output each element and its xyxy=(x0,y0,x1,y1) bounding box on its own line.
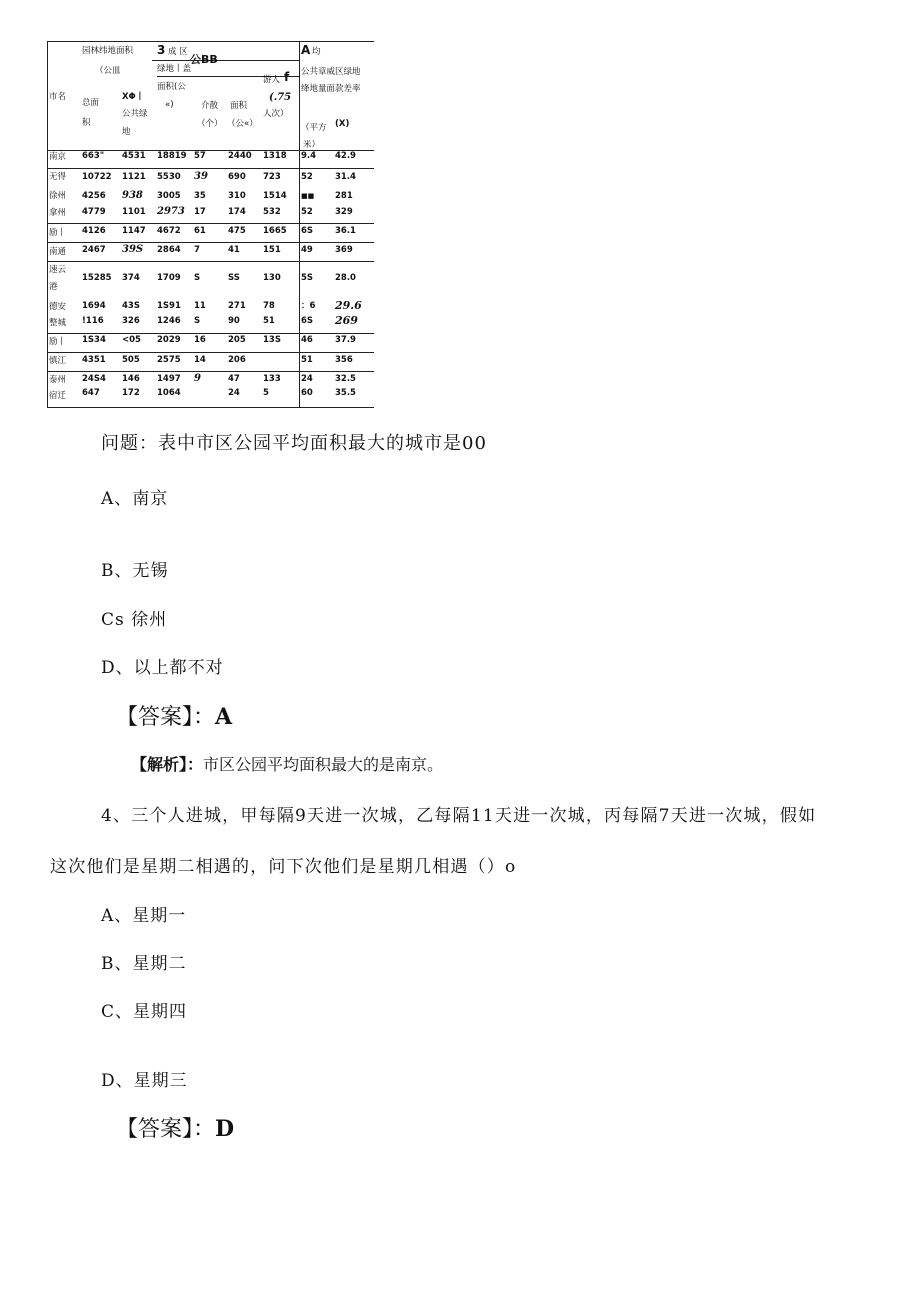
q4-option-c: C、星期四 xyxy=(101,1002,188,1022)
cell-value: 205 xyxy=(228,335,246,345)
cell-value: ■■ xyxy=(301,192,315,200)
cell-value: 2467 xyxy=(82,245,106,255)
header-park-bb: 公BB xyxy=(190,53,218,66)
cell-value: 5530 xyxy=(157,172,181,182)
cell-city: 南京 xyxy=(49,152,67,162)
cell-value: 9 xyxy=(194,373,201,384)
cell-value: 24S4 xyxy=(82,374,106,384)
cell-value: 51 xyxy=(263,316,275,326)
cell-city: 无得 xyxy=(49,172,67,182)
cell-value: 1101 xyxy=(122,207,146,217)
cell-value: 174 xyxy=(228,207,246,217)
cell-value: ：6 xyxy=(301,301,316,311)
cell-value: 2973 xyxy=(157,206,185,217)
header-total-area: 总面 xyxy=(82,98,100,108)
row-line xyxy=(47,261,374,262)
header-visitors-f: f xyxy=(284,70,290,84)
cell-value: 1694 xyxy=(82,301,106,311)
row-line xyxy=(47,223,374,224)
header-avg-f: 米） xyxy=(303,140,321,150)
cell-value: 1665 xyxy=(263,226,287,236)
cell-value: 5 xyxy=(263,388,269,398)
q3-answer-value: A xyxy=(215,704,233,730)
header-total-area-2: 积 xyxy=(82,118,91,128)
cell-value: 133 xyxy=(263,374,281,384)
cell-value: 329 xyxy=(335,207,353,217)
cell-value: !116 xyxy=(82,316,104,326)
cell-value: 18819 xyxy=(157,151,187,161)
header-park-unit: （公皿 xyxy=(95,66,121,76)
cell-city: 慎江 xyxy=(49,356,67,366)
cell-value: 663" xyxy=(82,151,105,161)
cell-value: 2029 xyxy=(157,335,181,345)
header-built-cover: 绿地丨盖 xyxy=(157,64,192,74)
cell-value: 5S xyxy=(301,273,314,283)
cell-value: 29.6 xyxy=(335,299,362,312)
cell-city-2: 港 xyxy=(49,282,58,292)
header-public-green-2: 地 xyxy=(122,127,131,137)
table-bottom-border xyxy=(47,407,374,408)
cell-value: 78 xyxy=(263,301,275,311)
cell-value: 51 xyxy=(301,355,313,365)
q3-answer xyxy=(116,700,232,731)
cell-value: 2440 xyxy=(228,151,252,161)
cell-value: 1121 xyxy=(122,172,146,182)
cell-city: 速云 xyxy=(49,265,67,275)
header-public-green: 公共绿 xyxy=(122,109,148,119)
cell-value: 60 xyxy=(301,388,313,398)
header-park-count-unit: （个） xyxy=(197,119,223,129)
cell-value: 532 xyxy=(263,207,281,217)
cell-value: 14 xyxy=(194,355,206,365)
cell-value: 9.4 xyxy=(301,151,317,161)
cell-value: 43S xyxy=(122,301,140,311)
header-avg-e: （平方 xyxy=(301,123,327,133)
cell-value: 269 xyxy=(335,314,358,327)
green-space-table xyxy=(47,41,374,408)
cell-value: 52 xyxy=(301,172,313,182)
header-built-3: 3 xyxy=(157,43,166,57)
cell-value: 723 xyxy=(263,172,281,182)
cell-value: 146 xyxy=(122,374,140,384)
cell-value: 1064 xyxy=(157,388,181,398)
q3-analysis-text: 市区公园平均面积最大的是南京。 xyxy=(203,755,444,774)
header-visitors-unit: 人次） xyxy=(263,109,289,119)
q4-option-b: B、星期二 xyxy=(101,954,187,974)
cell-value: 206 xyxy=(228,355,246,365)
cell-value: 130 xyxy=(263,273,281,283)
cell-value: 1S91 xyxy=(157,301,181,311)
q4-answer-label: 【答案】： xyxy=(116,1117,216,1142)
cell-value: 4126 xyxy=(82,226,106,236)
cell-value: 505 xyxy=(122,355,140,365)
q3-answer-label: 【答案】： xyxy=(116,705,216,730)
q3-analysis xyxy=(131,752,443,775)
q4-question-line2: 这次他们是星期二相遇的，问下次他们是星期几相遇（）o xyxy=(50,857,517,877)
cell-value: 475 xyxy=(228,226,246,236)
cell-value: 37.9 xyxy=(335,335,356,345)
cell-value: 2864 xyxy=(157,245,181,255)
row-line xyxy=(47,371,374,372)
cell-value: 2575 xyxy=(157,355,181,365)
cell-value: 271 xyxy=(228,301,246,311)
row-line xyxy=(47,242,374,243)
header-avg-d: 绛地量面款差率 xyxy=(301,84,361,94)
row-line xyxy=(47,352,374,353)
cell-value: S xyxy=(194,273,201,283)
cell-value: 61 xyxy=(194,226,206,236)
cell-value: 90 xyxy=(228,316,240,326)
cell-city: 德安 xyxy=(49,302,67,312)
cell-value: 1514 xyxy=(263,191,287,201)
cell-value: 13S xyxy=(263,335,281,345)
header-park-area-2-unit: （公«） xyxy=(227,119,258,129)
cell-value: <05 xyxy=(122,335,141,345)
header-subline xyxy=(152,60,299,61)
cell-value: 24 xyxy=(301,374,313,384)
cell-value: S xyxy=(194,316,201,326)
q4-question-line1: 4、三个人进城，甲每隔9天进一次城，乙每隔11天进一次城，丙每隔7天进一次城，假如 xyxy=(101,806,817,826)
cell-value: 47 xyxy=(228,374,240,384)
cell-value: 32.5 xyxy=(335,374,356,384)
cell-value: 35 xyxy=(194,191,206,201)
cell-value: 4531 xyxy=(122,151,146,161)
cell-city: 宿迁 xyxy=(49,391,67,401)
cell-value: 35.5 xyxy=(335,388,356,398)
cell-value: 28.0 xyxy=(335,273,356,283)
cell-value: 647 xyxy=(82,388,100,398)
cell-value: 1S34 xyxy=(82,335,106,345)
header-park-area-2: 面积 xyxy=(230,101,248,111)
cell-value: 15285 xyxy=(82,273,112,283)
cell-value: 24 xyxy=(228,388,240,398)
cell-value: 11 xyxy=(194,301,206,311)
cell-value: 52 xyxy=(301,207,313,217)
cell-value: 39S xyxy=(122,244,144,255)
cell-value: 310 xyxy=(228,191,246,201)
cell-value: 1709 xyxy=(157,273,181,283)
header-avg-a: A xyxy=(301,43,311,57)
cell-value: 1497 xyxy=(157,374,181,384)
cell-value: 49 xyxy=(301,245,313,255)
cell-city: 拿州 xyxy=(49,208,67,218)
cell-city: 励丨 xyxy=(49,337,67,347)
cell-value: 39 xyxy=(194,171,208,182)
cell-value: 10722 xyxy=(82,172,112,182)
q3-option-c: Cs 徐州 xyxy=(101,610,168,630)
cell-value: 4672 xyxy=(157,226,181,236)
cell-value: 690 xyxy=(228,172,246,182)
cell-value: 1318 xyxy=(263,151,287,161)
cell-value: 369 xyxy=(335,245,353,255)
header-park-area: 园林纬地面积 xyxy=(82,46,134,56)
cell-value: 3005 xyxy=(157,191,181,201)
cell-value: 172 xyxy=(122,388,140,398)
cell-value: 4256 xyxy=(82,191,106,201)
q4-answer xyxy=(116,1112,234,1143)
cell-value: 374 xyxy=(122,273,140,283)
header-visitors: 游人 xyxy=(263,75,281,85)
cell-city: 泰州 xyxy=(49,375,67,385)
cell-value: 7 xyxy=(194,245,200,255)
cell-value: 46 xyxy=(301,335,313,345)
header-visitors-num: (.75 xyxy=(269,92,292,103)
cell-value: 17 xyxy=(194,207,206,217)
cell-value: 326 xyxy=(122,316,140,326)
header-avg-c: 公共章威区绿地 xyxy=(301,67,361,77)
table-top-border xyxy=(47,41,374,42)
row-line xyxy=(47,333,374,334)
row-line xyxy=(47,168,374,169)
q3-option-b: B、无锡 xyxy=(101,561,169,581)
header-city: 市名 xyxy=(49,92,67,102)
cell-value: 41 xyxy=(228,245,240,255)
q4-answer-value: D xyxy=(215,1116,235,1142)
cell-value: 57 xyxy=(194,151,206,161)
q4-option-d: D、星期三 xyxy=(101,1071,188,1091)
q3-analysis-label: 【解析】： xyxy=(131,755,204,774)
header-avg-x: (X) xyxy=(335,119,350,129)
cell-value: 1246 xyxy=(157,316,181,326)
q3-option-a: A、南京 xyxy=(101,489,169,509)
q4-option-a: A、星期一 xyxy=(101,906,187,926)
header-park-count: 介散 xyxy=(201,101,219,111)
cell-value: 6S xyxy=(301,316,314,326)
cell-value: 31.4 xyxy=(335,172,356,182)
cell-city: 徐州 xyxy=(49,191,67,201)
cell-value: 356 xyxy=(335,355,353,365)
cell-city: 整城 xyxy=(49,318,67,328)
cell-value: 4351 xyxy=(82,355,106,365)
q3-option-d: D、以上都不对 xyxy=(101,658,224,678)
cell-value: 151 xyxy=(263,245,281,255)
cell-value: 4779 xyxy=(82,207,106,217)
cell-city: 励丨 xyxy=(49,228,67,238)
header-built-area: 面积(公 xyxy=(157,82,186,92)
cell-value: 42.9 xyxy=(335,151,356,161)
header-xo: XΦ丨 xyxy=(122,92,145,102)
cell-value: 1147 xyxy=(122,226,146,236)
cell-value: 281 xyxy=(335,191,353,201)
header-built-zone: 成 区 xyxy=(168,47,188,57)
cell-value: 6S xyxy=(301,226,314,236)
cell-value: 36.1 xyxy=(335,226,356,236)
cell-value: SS xyxy=(228,273,240,283)
header-built-unit: «) xyxy=(165,100,174,110)
cell-value: 938 xyxy=(122,190,143,201)
cell-value: 16 xyxy=(194,335,206,345)
q3-question: 问题：表中市区公园平均面积最大的城市是00 xyxy=(101,433,487,454)
cell-city: 南通 xyxy=(49,247,67,257)
header-avg-b: 均 xyxy=(312,47,321,57)
